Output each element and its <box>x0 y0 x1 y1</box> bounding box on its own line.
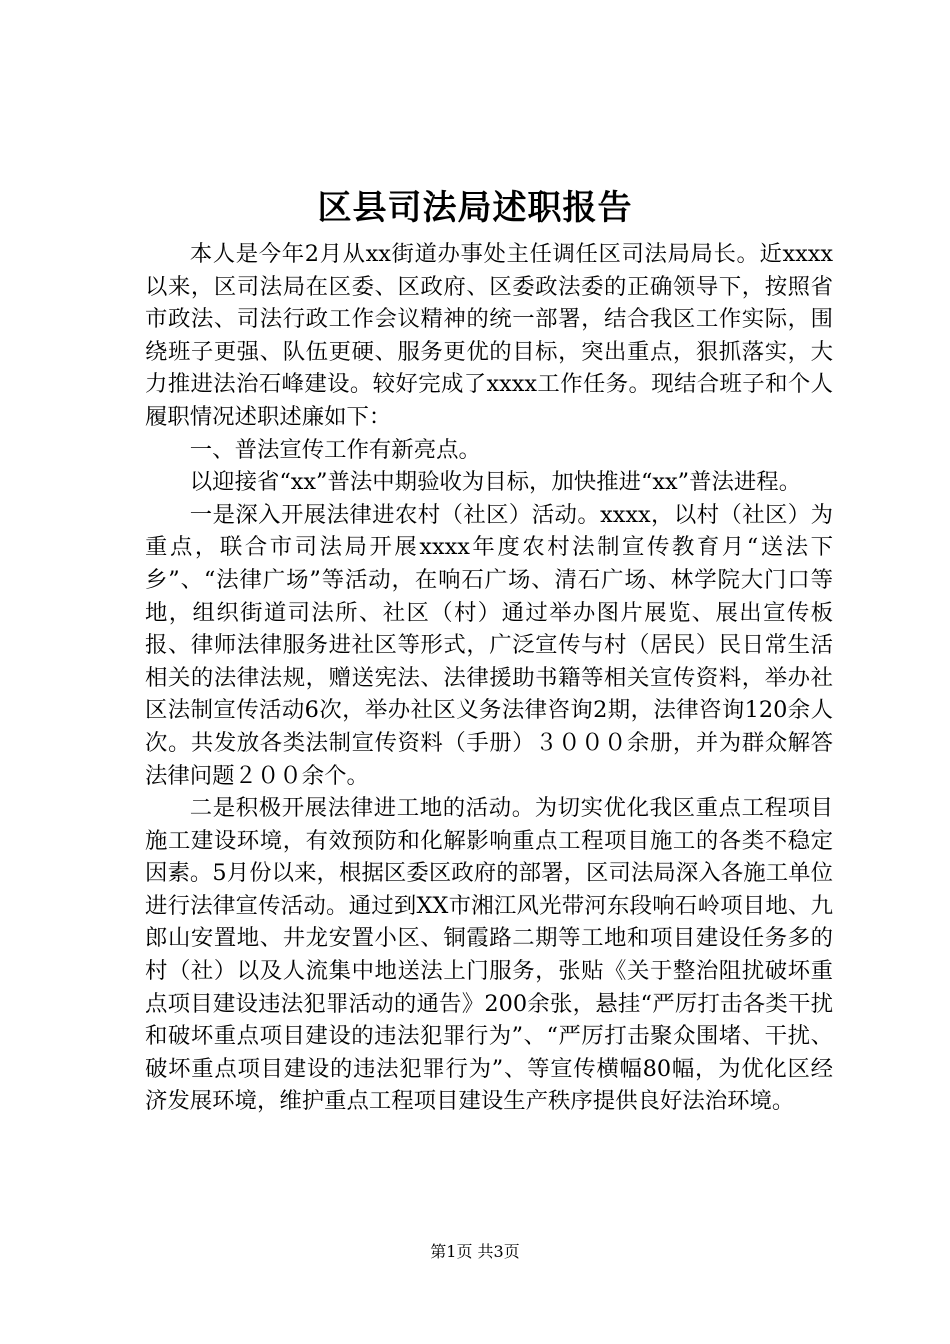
construction-site-paragraph: 二是积极开展法律进工地的活动。为切实优化我区重点工程项目施工建设环境，有效预防和化解影响重点工程项目施工的各类不稳定因素。5月份以来，根据区委区政府的部署，区司法局深入各施工单位进行法律宣传活动。通过到XX市湘江风光带河东段响石岭项目地、九郎山安置地、井龙安置小区、铜霞路二期等工地和项目建设任务多的村（社）以及人流集中地送法上门服务，张贴《关于整治阻扰破坏重点项目建设违法犯罪活动的通告》200余张，悬挂“严厉打击各类干扰和破坏重点项目建设的违法犯罪行为”、“严厉打击聚众围堵、干扰、破坏重点项目建设的违法犯罪行为”、等宣传横幅80幅，为优化区经济发展环境，维护重点工程项目建设生产秩序提供良好法治环境。 <box>145 795 833 1115</box>
page-number-footer: 第1页 共3页 <box>430 1242 520 1261</box>
section-goal-paragraph: 以迎接省“xx”普法中期验收为目标，加快推进“xx”普法进程。 <box>189 469 802 496</box>
rural-activity-paragraph: 一是深入开展法律进农村（社区）活动。xxxx，以村（社区）为重点，联合市司法局开展xxxx年度农村法制宣传教育月“送法下乡”、“法律广场”等活动，在响石广场、清石广场、林学院大门口等地，组织街道司法所、社区（村）通过举办图片展览、展出宣传板报、律师法律服务进社区等形式，广泛宣传与村（居民）民日常生活相关的法律法规，赠送宪法、法律援助书籍等相关宣传资料，举办社区法制宣传活动6次，举办社区义务法律咨询2期，法律咨询120余人次。共发放各类法制宣传资料（手册）３０００余册，并为群众解答法律问题２００余个。 <box>145 501 833 789</box>
document-title: 区县司法局述职报告 <box>317 188 633 228</box>
intro-paragraph: 本人是今年2月从xx街道办事处主任调任区司法局局长。近xxxx以来，区司法局在区委、区政府、区委政法委的正确领导下，按照省市政法、司法行政工作会议精神的统一部署，结合我区工作实际，围绕班子更强、队伍更硬、服务更优的目标，突出重点，狠抓落实，大力推进法治石峰建设。较好完成了xxxx工作任务。现结合班子和个人履职情况述职述廉如下： <box>145 241 833 430</box>
document-body <box>145 238 833 1118</box>
section-heading: 一、普法宣传工作有新亮点。 <box>189 436 481 463</box>
